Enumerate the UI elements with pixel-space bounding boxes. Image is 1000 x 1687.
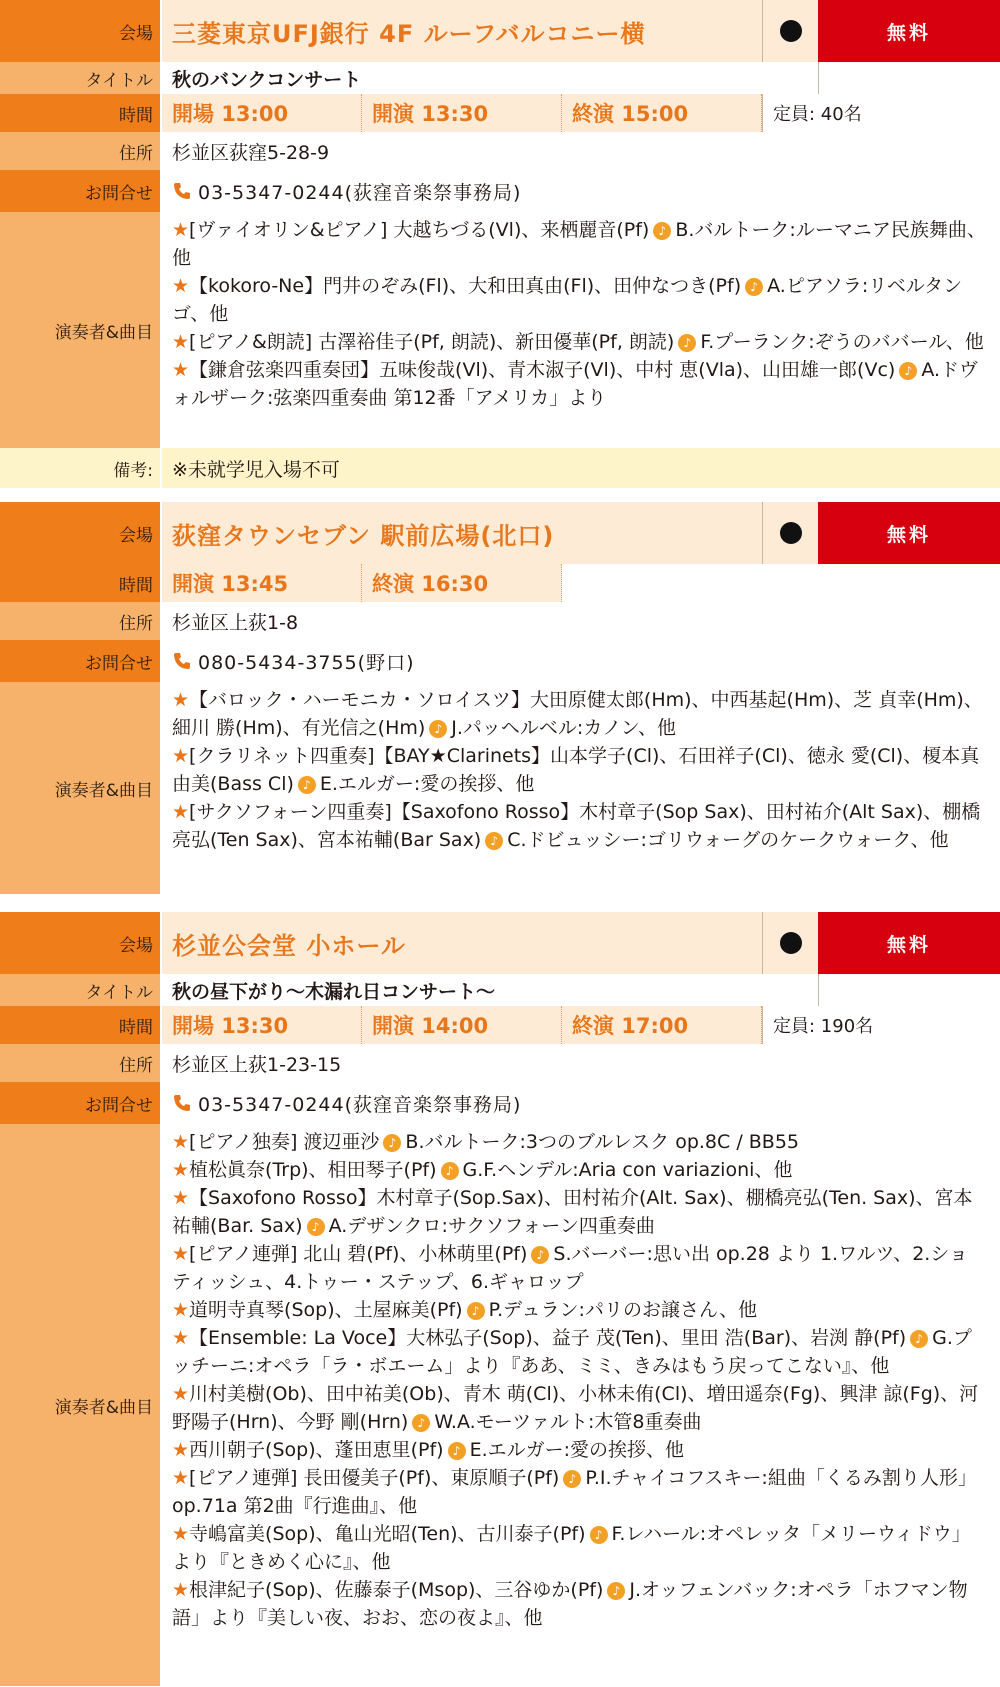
music-note-icon: ♪ — [429, 720, 447, 738]
capacity: 定員: 190名 — [762, 1006, 1000, 1044]
contact-label: お問合せ — [0, 640, 160, 682]
list-item: ★[ピアノ&朗読] 古澤裕佳子(Pf, 朗読)、新田優華(Pf, 朗読) ♪ F.プーランク:ぞうのババール、他 — [172, 331, 984, 353]
list-item: ★川村美樹(Ob)、田中祐美(Ob)、青木 萌(Cl)、小林未侑(Cl)、増田遥奈(Fg)、興津 諒(Fg)、河野陽子(Hrn)、今野 剛(Hrn) ♪ W.A.モーツァルト:木管8重奏曲 — [172, 1383, 979, 1433]
music-note-icon: ♪ — [485, 832, 503, 850]
contact-label: お問合せ — [0, 170, 160, 212]
list-item: ★【Saxofono Rosso】木村章子(Sop.Sax)、田村祐介(Alt. Sax)、棚橋亮弘(Ten. Sax)、宮本祐輔(Bar. Sax) ♪ A.デザンクロ:サクソフォーン四重奏曲 — [172, 1187, 973, 1237]
list-item: ★寺嶋富美(Sop)、亀山光昭(Ten)、古川泰子(Pf) ♪ F.レハール:オペレッタ「メリーウィドウ」より『ときめく心に』、他 — [172, 1523, 971, 1573]
list-item: ★植松眞奈(Trp)、相田琴子(Pf) ♪ G.F.ヘンデル:Aria con variazioni、他 — [172, 1159, 793, 1181]
contact-row — [0, 640, 1000, 682]
music-note-icon: ♪ — [467, 1302, 485, 1320]
performers-row — [0, 212, 1000, 448]
start-time: 開演 14:00 — [362, 1006, 562, 1044]
music-note-icon: ♪ — [383, 1134, 401, 1152]
phone-icon — [172, 651, 192, 671]
venue-row — [0, 0, 1000, 62]
venue-name: 荻窪タウンセブン 駅前広場(北口) — [172, 521, 555, 550]
list-item: ★【バロック・ハーモニカ・ソロイスツ】大田原健太郎(Hm)、中西基起(Hm)、芝 貞幸(Hm)、細川 勝(Hm)、有光信之(Hm) ♪ J.パッヘルベル:カノン、他 — [172, 689, 983, 739]
black-dot-icon — [780, 522, 802, 544]
venue-label: 会場 — [0, 0, 160, 62]
capacity: 定員: 40名 — [762, 94, 1000, 132]
contact-row — [0, 1082, 1000, 1124]
start-time: 開演 13:45 — [162, 564, 362, 602]
address: 杉並区上荻1-8 — [162, 602, 1000, 640]
phone-icon — [172, 1093, 192, 1113]
time-label: 時間 — [0, 564, 160, 602]
end-time: 終演 17:00 — [562, 1006, 762, 1044]
fee-badge: 無料 — [818, 0, 1000, 62]
contact-row — [0, 170, 1000, 212]
title-row — [0, 62, 1000, 94]
music-note-icon: ♪ — [899, 362, 917, 380]
address-label: 住所 — [0, 1044, 160, 1082]
venue-name: 杉並公会堂 小ホール — [172, 931, 406, 960]
contact-label: お問合せ — [0, 1082, 160, 1124]
time-label: 時間 — [0, 1006, 160, 1044]
list-item: ★[ピアノ独奏] 渡辺亜沙 ♪ B.バルトーク:3つのブルレスク op.8C / BB55 — [172, 1131, 800, 1153]
end-time: 終演 16:30 — [362, 564, 562, 602]
list-item: ★西川朝子(Sop)、蓬田恵里(Pf) ♪ E.エルガー:愛の挨拶、他 — [172, 1439, 685, 1461]
title-row — [0, 974, 1000, 1006]
venue-name: 三菱東京UFJ銀行 4F ルーフバルコニー横 — [172, 19, 646, 48]
performer-list — [162, 682, 1000, 894]
music-note-icon: ♪ — [531, 1246, 549, 1264]
open-time: 開場 13:30 — [162, 1006, 362, 1044]
fee-badge: 無料 — [818, 502, 1000, 564]
performers-label: 演奏者&曲目 — [0, 1124, 160, 1686]
open-time: 開場 13:00 — [162, 94, 362, 132]
fee-badge: 無料 — [818, 912, 1000, 974]
time-row — [0, 94, 1000, 132]
contact-phone: 080-5434-3755(野口) — [198, 651, 415, 674]
music-note-icon: ♪ — [441, 1162, 459, 1180]
address-row — [0, 1044, 1000, 1082]
end-time: 終演 15:00 — [562, 94, 762, 132]
performers-label: 演奏者&曲目 — [0, 212, 160, 448]
black-dot-icon — [780, 932, 802, 954]
music-note-icon: ♪ — [910, 1330, 928, 1348]
venue-row — [0, 502, 1000, 564]
phone-icon — [172, 181, 192, 201]
music-note-icon: ♪ — [298, 776, 316, 794]
list-item: ★[サクソフォーン四重奏]【Saxofono Rosso】木村章子(Sop Sax)、田村祐介(Alt Sax)、棚橋亮弘(Ten Sax)、宮本祐輔(Bar Sax) ♪ C.ドビュッシー:ゴリウォーグのケークウォーク、他 — [172, 801, 981, 851]
remarks: ※未就学児入場不可 — [162, 448, 1000, 488]
address-label: 住所 — [0, 132, 160, 170]
music-note-icon: ♪ — [307, 1218, 325, 1236]
list-item: ★【kokoro-Ne】門井のぞみ(Fl)、大和田真由(Fl)、田仲なつき(Pf) ♪ A.ピアソラ:リベルタンゴ、他 — [172, 275, 963, 325]
remarks-row — [0, 448, 1000, 488]
venue-label: 会場 — [0, 912, 160, 974]
time-label: 時間 — [0, 94, 160, 132]
performers-label: 演奏者&曲目 — [0, 682, 160, 894]
address-row — [0, 602, 1000, 640]
list-item: ★道明寺真琴(Sop)、土屋麻美(Pf) ♪ P.デュラン:パリのお譲さん、他 — [172, 1299, 758, 1321]
performer-list — [162, 212, 1000, 448]
list-item: ★【鎌倉弦楽四重奏団】五味俊哉(Vl)、青木淑子(Vl)、中村 恵(Vla)、山田雄一郎(Vc) ♪ A.ドヴォルザーク:弦楽四重奏曲 第12番「アメリカ」より — [172, 359, 979, 409]
music-note-icon: ♪ — [745, 278, 763, 296]
music-note-icon: ♪ — [563, 1470, 581, 1488]
list-item: ★根津紀子(Sop)、佐藤泰子(Msop)、三谷ゆか(Pf) ♪ J.オッフェンバック:オペラ「ホフマン物語」より『美しい夜、おお、恋の夜よ』、他 — [172, 1579, 968, 1629]
title-label: タイトル — [0, 62, 160, 94]
music-note-icon: ♪ — [607, 1582, 625, 1600]
music-note-icon: ♪ — [590, 1526, 608, 1544]
music-note-icon: ♪ — [412, 1414, 430, 1432]
time-row — [0, 1006, 1000, 1044]
performer-list — [162, 1124, 1000, 1686]
event-title: 秋の昼下がり〜木漏れ日コンサート〜 — [162, 974, 818, 1006]
performers-row — [0, 1124, 1000, 1686]
title-label: タイトル — [0, 974, 160, 1006]
music-note-icon: ♪ — [653, 222, 671, 240]
music-note-icon: ♪ — [678, 334, 696, 352]
list-item: ★[ピアノ連弾] 北山 碧(Pf)、小林萌里(Pf) ♪ S.バーバー:思い出 op.28 より 1.ワルツ、2.ショティッシュ、4.トゥー・ステップ、6.ギャロップ — [172, 1243, 968, 1293]
contact-phone: 03-5347-0244(荻窪音楽祭事務局) — [198, 181, 522, 204]
address: 杉並区荻窪5-28-9 — [162, 132, 1000, 170]
contact-phone: 03-5347-0244(荻窪音楽祭事務局) — [198, 1093, 522, 1116]
list-item: ★[ヴァイオリン&ピアノ] 大越ちづる(Vl)、来栖麗音(Pf) ♪ B.バルトーク:ルーマニア民族舞曲、他 — [172, 219, 986, 269]
venue-row — [0, 912, 1000, 974]
music-note-icon: ♪ — [448, 1442, 466, 1460]
address: 杉並区上荻1-23-15 — [162, 1044, 1000, 1082]
list-item: ★[クラリネット四重奏]【BAY★Clarinets】山本学子(Cl)、石田祥子(Cl)、徳永 愛(Cl)、榎本真由美(Bass Cl) ♪ E.エルガー:愛の挨拶、他 — [172, 745, 980, 795]
list-item: ★[ピアノ連弾] 長田優美子(Pf)、東原順子(Pf) ♪ P.I.チャイコフスキー:組曲「くるみ割り人形」op.71a 第2曲『行進曲』、他 — [172, 1467, 977, 1517]
address-label: 住所 — [0, 602, 160, 640]
venue-label: 会場 — [0, 502, 160, 564]
address-row — [0, 132, 1000, 170]
black-dot-icon — [780, 20, 802, 42]
performers-row — [0, 682, 1000, 894]
remarks-label: 備考: — [0, 448, 160, 488]
event-title: 秋のバンクコンサート — [162, 62, 818, 94]
start-time: 開演 13:30 — [362, 94, 562, 132]
list-item: ★【Ensemble: La Voce】大林弘子(Sop)、益子 茂(Ten)、里田 浩(Bar)、岩渕 静(Pf) ♪ G.プッチーニ:オペラ「ラ・ボエーム」より『ああ、ミミ、きみはもう戻ってこない』、他 — [172, 1327, 972, 1377]
time-row — [0, 564, 1000, 602]
